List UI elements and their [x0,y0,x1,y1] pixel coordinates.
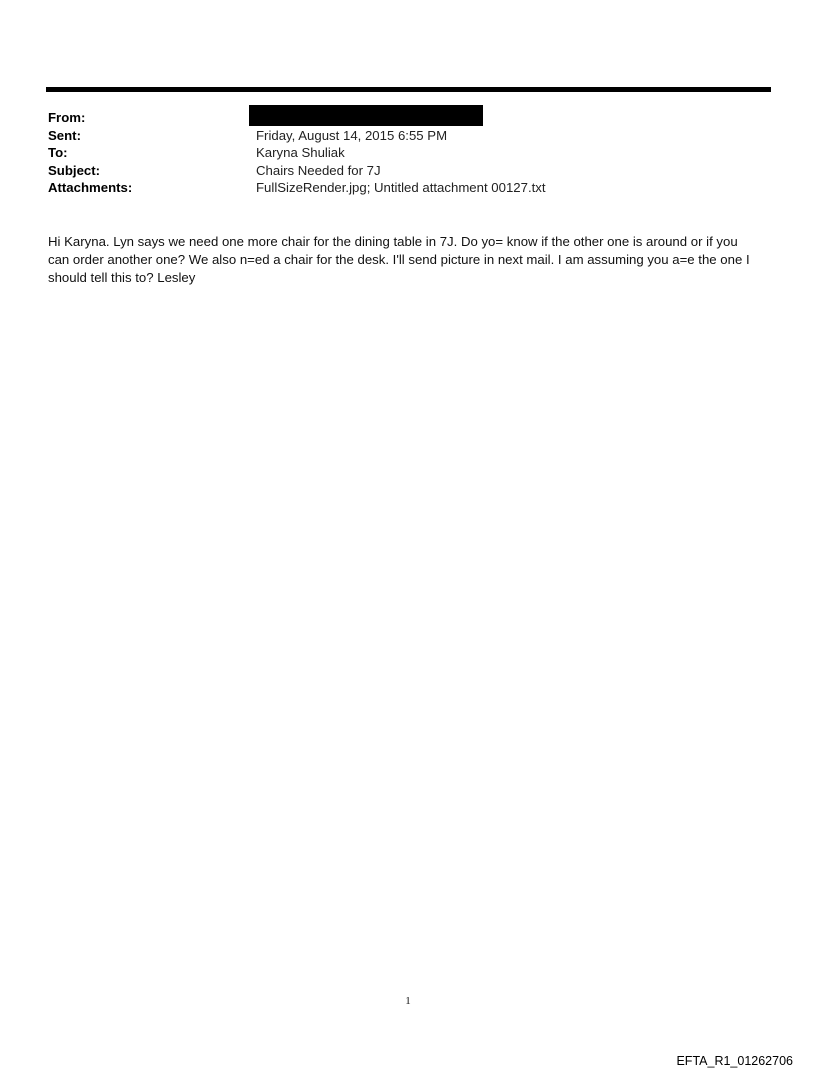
attachments-value: FullSizeRender.jpg; Untitled attachment 00127.txt [256,180,546,195]
from-label: From: [48,110,86,125]
page-number: 1 [405,995,411,1007]
bates-number: EFTA_R1_01262706 [676,1054,793,1068]
header-row-subject [48,162,768,180]
sent-label: Sent: [48,127,81,143]
body-line: can order another one? We also n=ed a chair for the desk. I'll send picture in next mail. I am assuming you a=e the one I [48,252,750,267]
attachments-label: Attachments: [48,180,133,195]
header-divider-rule [46,87,771,92]
header-row-attachments [48,179,768,197]
email-body [48,233,770,287]
email-header [48,109,768,197]
body-line: Hi Karyna. Lyn says we need one more chair for the dining table in 7J. Do yo= know if the other one is around or if you [48,234,738,249]
header-row-to [48,144,768,162]
redaction-block [249,105,483,126]
to-value: Karyna Shuliak [256,145,345,160]
header-row-from [48,109,768,127]
sent-value: Friday, August 14, 2015 6:55 PM [256,127,448,143]
header-row-sent [48,127,768,145]
body-line: should tell this to? Lesley [48,270,196,285]
to-label: To: [48,145,68,160]
subject-label: Subject: [48,162,101,178]
subject-value: Chairs Needed for 7J [256,162,381,178]
